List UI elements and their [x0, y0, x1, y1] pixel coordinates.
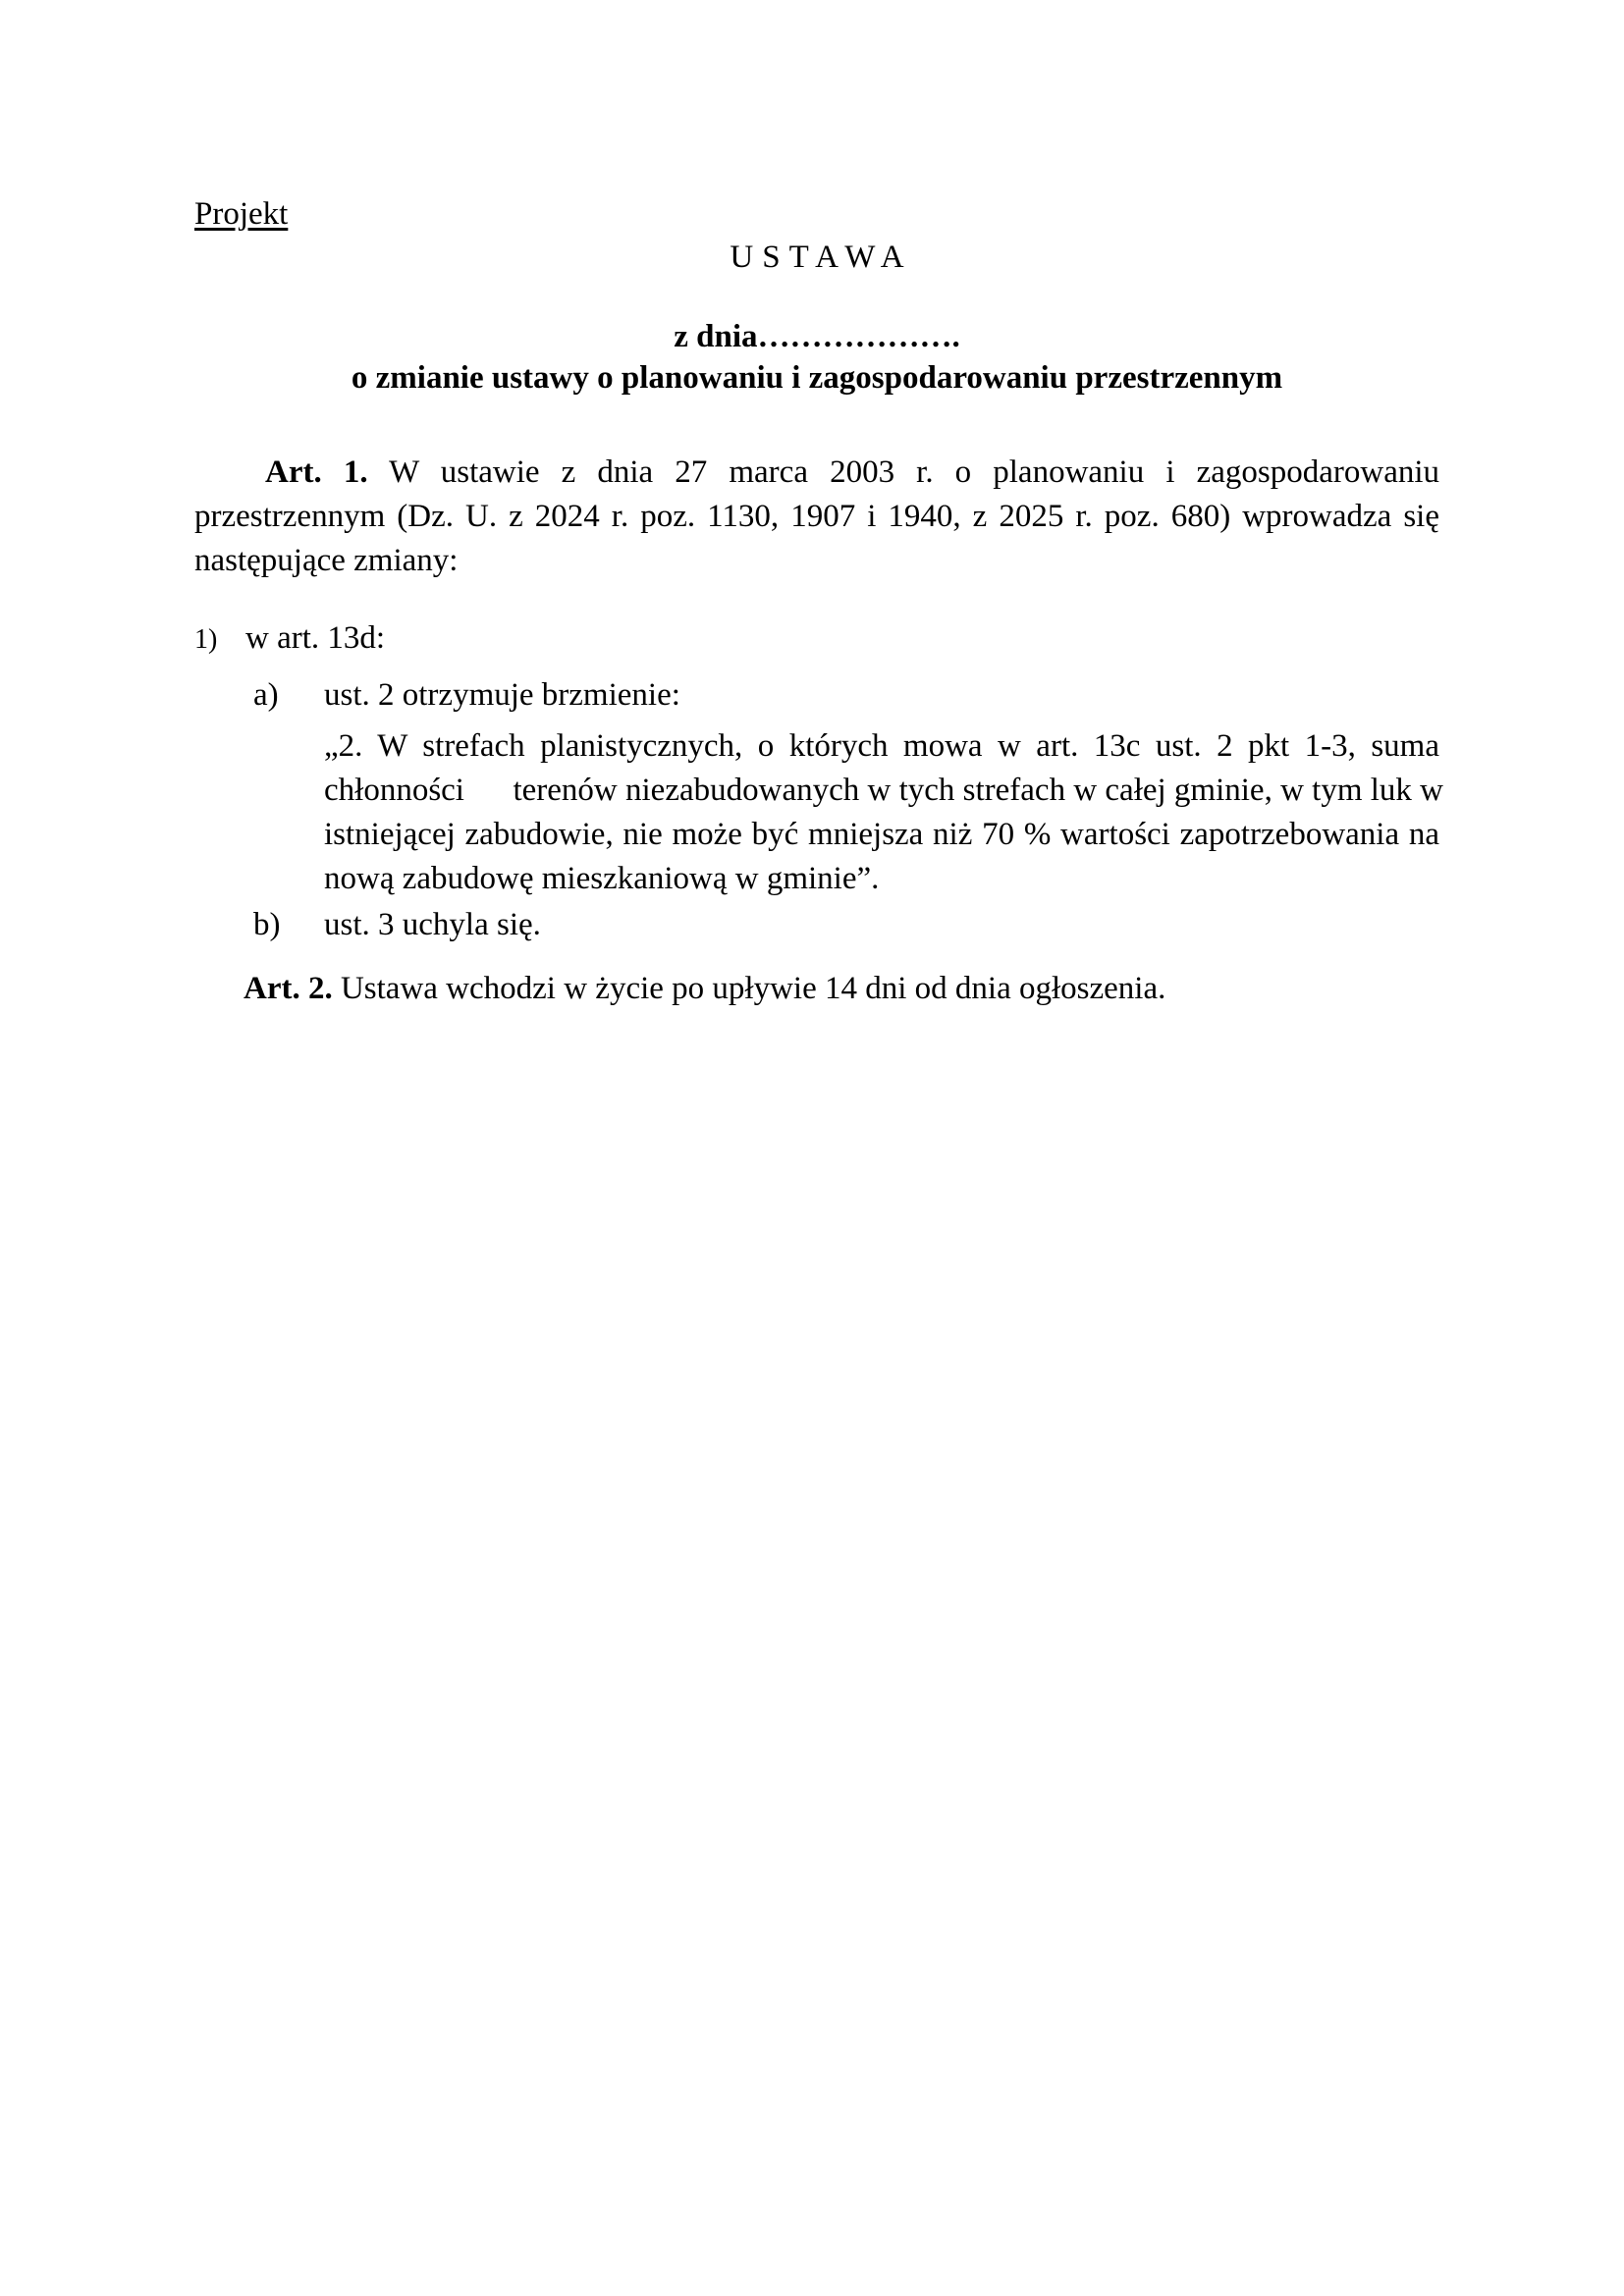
projekt-label: Projekt — [194, 196, 289, 232]
quote-line-3: istniejącej zabudowie, nie może być mniejsza niż 70 % wartości zapotrzebowania na — [324, 817, 1439, 852]
article-2 — [244, 967, 1165, 1011]
document-title: USTAWA — [730, 240, 913, 275]
quoted-provision — [324, 724, 1443, 901]
article-1-line-3: następujące zmiany: — [194, 543, 459, 578]
quote-line-2: chłonności terenów niezabudowanych w tych strefach w całej gminie, w tym luk w — [324, 773, 1443, 808]
article-1 — [194, 451, 1439, 583]
list-item-text: w art. 13d: — [245, 620, 386, 656]
list-item-number: 1) — [194, 624, 218, 655]
date-line: z dnia………………. — [674, 319, 960, 354]
subitem-b — [253, 903, 541, 947]
subitem-a-text: ust. 2 otrzymuje brzmienie: — [324, 677, 680, 713]
act-subject: o zmianie ustawy o planowaniu i zagospodarowaniu przestrzennym — [351, 360, 1283, 396]
article-2-text: Ustawa wchodzi w życie po upływie 14 dni od dnia ogłoszenia. — [340, 971, 1166, 1006]
article-1-line-1-text: W ustawie z dnia 27 marca 2003 r. o planowaniu i zagospodarowaniu — [389, 454, 1440, 490]
list-item — [194, 616, 385, 662]
quote-line-4: nową zabudowę mieszkaniową w gminie”. — [324, 861, 880, 896]
article-1-line-2: przestrzennym (Dz. U. z 2024 r. poz. 1130, 1907 i 1940, z 2025 r. poz. 680) wprowadza się — [194, 499, 1439, 534]
subitem-b-letter: b) — [253, 907, 281, 942]
article-2-label: Art. 2. — [244, 971, 333, 1006]
article-1-label: Art. 1. — [265, 454, 368, 490]
subitem-b-text: ust. 3 uchyla się. — [324, 907, 541, 942]
article-1-line-1 — [194, 451, 1439, 495]
quote-line-1: „2. W strefach planistycznych, o których mowa w art. 13c ust. 2 pkt 1-3, suma — [324, 728, 1439, 764]
subitem-a — [253, 673, 680, 718]
subitem-a-letter: a) — [253, 677, 279, 713]
